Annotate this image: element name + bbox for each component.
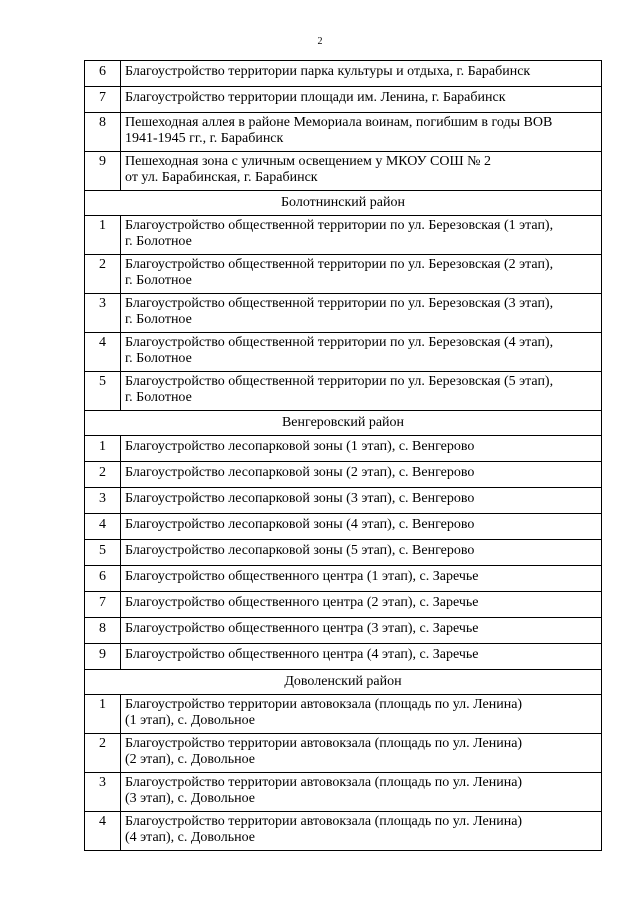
object-name-line: (3 этап), с. Довольное: [125, 791, 255, 806]
object-name-cell: [121, 734, 602, 773]
object-name-line: Благоустройство территории площади им. Ленина, г. Барабинск: [125, 90, 506, 105]
row-number: 6: [85, 566, 121, 592]
row-number: 5: [85, 372, 121, 411]
row-number: 1: [85, 216, 121, 255]
object-name-line: Благоустройство общественной территории по ул. Березовская (5 этап),: [125, 374, 554, 389]
object-name-cell: [121, 488, 602, 514]
object-name-line: г. Болотное: [125, 390, 192, 405]
table-row: [85, 61, 602, 87]
row-number: 2: [85, 255, 121, 294]
table-row: [85, 734, 602, 773]
object-name-line: Благоустройство общественной территории по ул. Березовская (3 этап),: [125, 296, 554, 311]
row-number: 2: [85, 462, 121, 488]
row-number: 2: [85, 734, 121, 773]
object-name-line: Благоустройство территории парка культуры и отдыха, г. Барабинск: [125, 64, 531, 79]
table-row: [85, 618, 602, 644]
object-name-line: Благоустройство территории автовокзала (площадь по ул. Ленина): [125, 775, 523, 790]
table-body: [85, 61, 602, 851]
table-row: [85, 255, 602, 294]
district-title: Доволенский район: [85, 670, 602, 695]
object-list-table: [84, 60, 602, 851]
object-name-line: Благоустройство территории автовокзала (площадь по ул. Ленина): [125, 814, 523, 829]
district-title: Венгеровский район: [85, 411, 602, 436]
object-name-line: (4 этап), с. Довольное: [125, 830, 255, 845]
object-name-line: (2 этап), с. Довольное: [125, 752, 255, 767]
row-number: 3: [85, 488, 121, 514]
table-row: [85, 216, 602, 255]
object-name-line: г. Болотное: [125, 351, 192, 366]
table-row: [85, 333, 602, 372]
row-number: 9: [85, 152, 121, 191]
object-name-cell: [121, 540, 602, 566]
table-row: [85, 294, 602, 333]
object-name-line: г. Болотное: [125, 273, 192, 288]
table-row: [85, 488, 602, 514]
object-name-cell: [121, 462, 602, 488]
table-row: [85, 773, 602, 812]
object-name-cell: [121, 255, 602, 294]
table-row: [85, 87, 602, 113]
object-name-cell: [121, 566, 602, 592]
row-number: 8: [85, 113, 121, 152]
object-name-cell: [121, 152, 602, 191]
row-number: 4: [85, 812, 121, 851]
table-row: [85, 436, 602, 462]
district-section-row: [85, 411, 602, 436]
object-name-line: Благоустройство общественной территории по ул. Березовская (2 этап),: [125, 257, 554, 272]
object-name-line: Благоустройство территории автовокзала (площадь по ул. Ленина): [125, 697, 523, 712]
table-row: [85, 514, 602, 540]
object-name-line: Благоустройство общественного центра (3 этап), с. Заречье: [125, 621, 479, 636]
table-row: [85, 812, 602, 851]
object-name-line: Благоустройство общественной территории по ул. Березовская (4 этап),: [125, 335, 554, 350]
object-name-line: Благоустройство лесопарковой зоны (2 этап), с. Венгерово: [125, 465, 475, 480]
table-row: [85, 113, 602, 152]
page-number: 2: [317, 36, 323, 47]
row-number: 9: [85, 644, 121, 670]
district-section-row: [85, 670, 602, 695]
object-name-cell: [121, 333, 602, 372]
object-name-line: Благоустройство общественного центра (4 этап), с. Заречье: [125, 647, 479, 662]
table-row: [85, 540, 602, 566]
object-name-line: г. Болотное: [125, 312, 192, 327]
object-name-cell: [121, 436, 602, 462]
table-row: [85, 152, 602, 191]
table-row: [85, 644, 602, 670]
object-name-cell: [121, 294, 602, 333]
row-number: 8: [85, 618, 121, 644]
object-name-line: Пешеходная аллея в районе Мемориала воинам, погибшим в годы ВОВ: [125, 115, 553, 130]
table-row: [85, 372, 602, 411]
object-name-line: Благоустройство общественной территории по ул. Березовская (1 этап),: [125, 218, 554, 233]
object-name-cell: [121, 812, 602, 851]
object-name-line: Благоустройство территории автовокзала (площадь по ул. Ленина): [125, 736, 523, 751]
row-number: 4: [85, 333, 121, 372]
object-name-line: г. Болотное: [125, 234, 192, 249]
object-name-cell: [121, 216, 602, 255]
object-name-line: (1 этап), с. Довольное: [125, 713, 255, 728]
table-row: [85, 566, 602, 592]
object-name-line: Благоустройство лесопарковой зоны (5 этап), с. Венгерово: [125, 543, 475, 558]
object-name-cell: [121, 773, 602, 812]
row-number: 1: [85, 436, 121, 462]
object-name-line: Благоустройство общественного центра (1 этап), с. Заречье: [125, 569, 479, 584]
object-name-line: Пешеходная зона с уличным освещением у МКОУ СОШ № 2: [125, 154, 491, 169]
district-section-row: [85, 191, 602, 216]
object-name-line: Благоустройство лесопарковой зоны (3 этап), с. Венгерово: [125, 491, 475, 506]
row-number: 7: [85, 592, 121, 618]
object-name-cell: [121, 113, 602, 152]
row-number: 3: [85, 773, 121, 812]
object-name-cell: [121, 61, 602, 87]
table-row: [85, 695, 602, 734]
object-name-cell: [121, 592, 602, 618]
row-number: 7: [85, 87, 121, 113]
object-name-line: Благоустройство лесопарковой зоны (1 этап), с. Венгерово: [125, 439, 475, 454]
object-name-cell: [121, 372, 602, 411]
object-name-line: 1941-1945 гг., г. Барабинск: [125, 131, 284, 146]
table-row: [85, 592, 602, 618]
district-title: Болотнинский район: [85, 191, 602, 216]
row-number: 3: [85, 294, 121, 333]
object-name-cell: [121, 514, 602, 540]
object-name-line: от ул. Барабинская, г. Барабинск: [125, 170, 318, 185]
row-number: 6: [85, 61, 121, 87]
object-name-cell: [121, 695, 602, 734]
row-number: 4: [85, 514, 121, 540]
object-name-cell: [121, 618, 602, 644]
row-number: 1: [85, 695, 121, 734]
object-name-line: Благоустройство общественного центра (2 этап), с. Заречье: [125, 595, 479, 610]
object-name-cell: [121, 644, 602, 670]
table-row: [85, 462, 602, 488]
object-name-line: Благоустройство лесопарковой зоны (4 этап), с. Венгерово: [125, 517, 475, 532]
object-name-cell: [121, 87, 602, 113]
row-number: 5: [85, 540, 121, 566]
